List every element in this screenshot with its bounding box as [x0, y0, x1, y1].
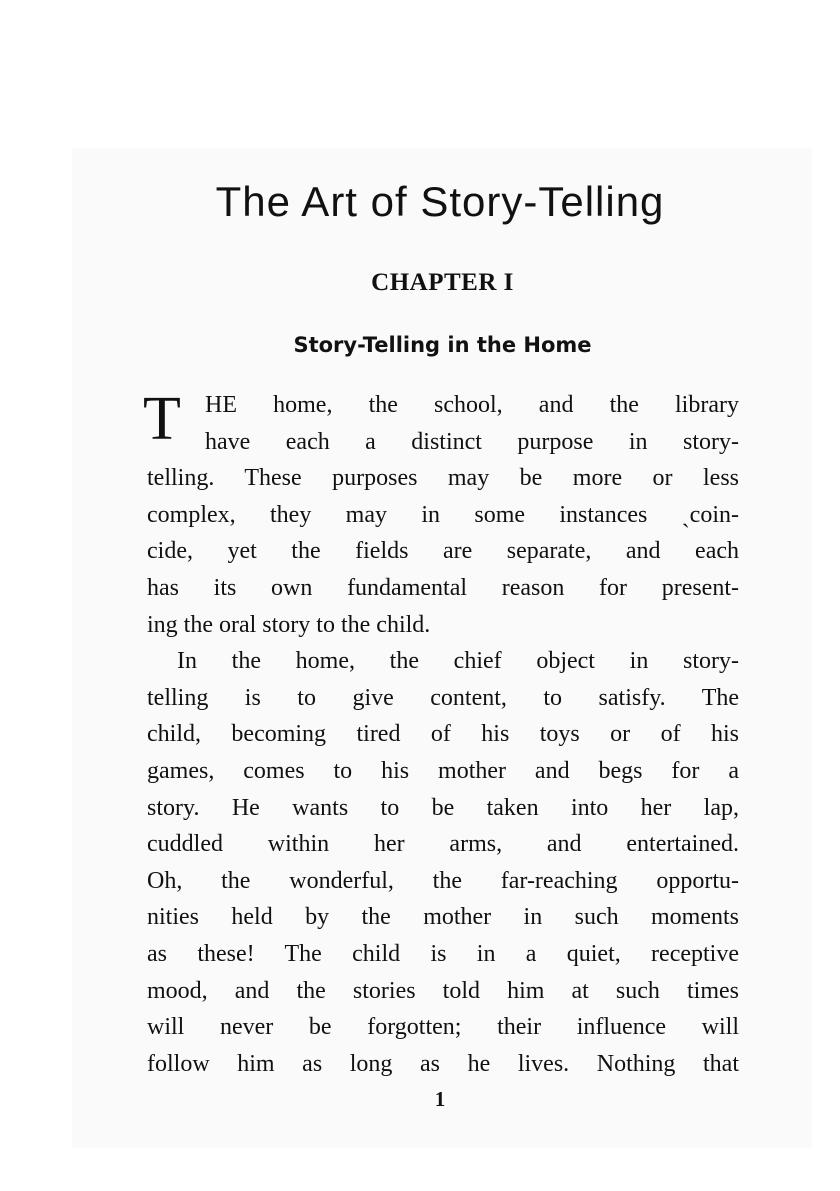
text-line: complex, they may in some instances ˎcoin- — [147, 501, 739, 528]
text-line: have each a distinct purpose in story- — [205, 428, 739, 455]
text-line: follow him as long as he lives. Nothing that — [147, 1050, 739, 1077]
text-line: games, comes to his mother and begs for a — [147, 757, 739, 784]
text-line: HE home, the school, and the library — [205, 392, 739, 418]
text-line: ing the oral story to the child. — [147, 611, 431, 638]
text-line: In the home, the chief object in story- — [177, 648, 739, 675]
text-line: mood, and the stories told him at such times — [147, 977, 739, 1004]
text-line: as these! The child is in a quiet, receptive — [147, 940, 739, 967]
text-line: nities held by the mother in such moments — [147, 904, 739, 931]
chapter-heading: CHAPTER I — [371, 269, 514, 296]
text-line: cuddled within her arms, and entertained. — [147, 831, 739, 858]
chapter-subtitle: Story-Telling in the Home — [293, 333, 592, 357]
body-text — [147, 387, 739, 1082]
text-line: telling is to give content, to satisfy. The — [147, 684, 739, 711]
text-line: Oh, the wonderful, the far-reaching opportu- — [147, 867, 739, 894]
text-line: will never be forgotten; their influence will — [147, 1014, 739, 1041]
text-line: cide, yet the fields are separate, and each — [147, 538, 739, 565]
drop-cap: T — [143, 385, 181, 453]
text-line: has its own fundamental reason for present- — [147, 574, 739, 601]
book-title: The Art of Story-Telling — [215, 178, 665, 225]
page-number: 1 — [434, 1087, 446, 1111]
text-line: telling. These purposes may be more or less — [147, 465, 739, 492]
text-line: story. He wants to be taken into her lap, — [147, 794, 739, 821]
text-line: child, becoming tired of his toys or of his — [147, 721, 739, 748]
